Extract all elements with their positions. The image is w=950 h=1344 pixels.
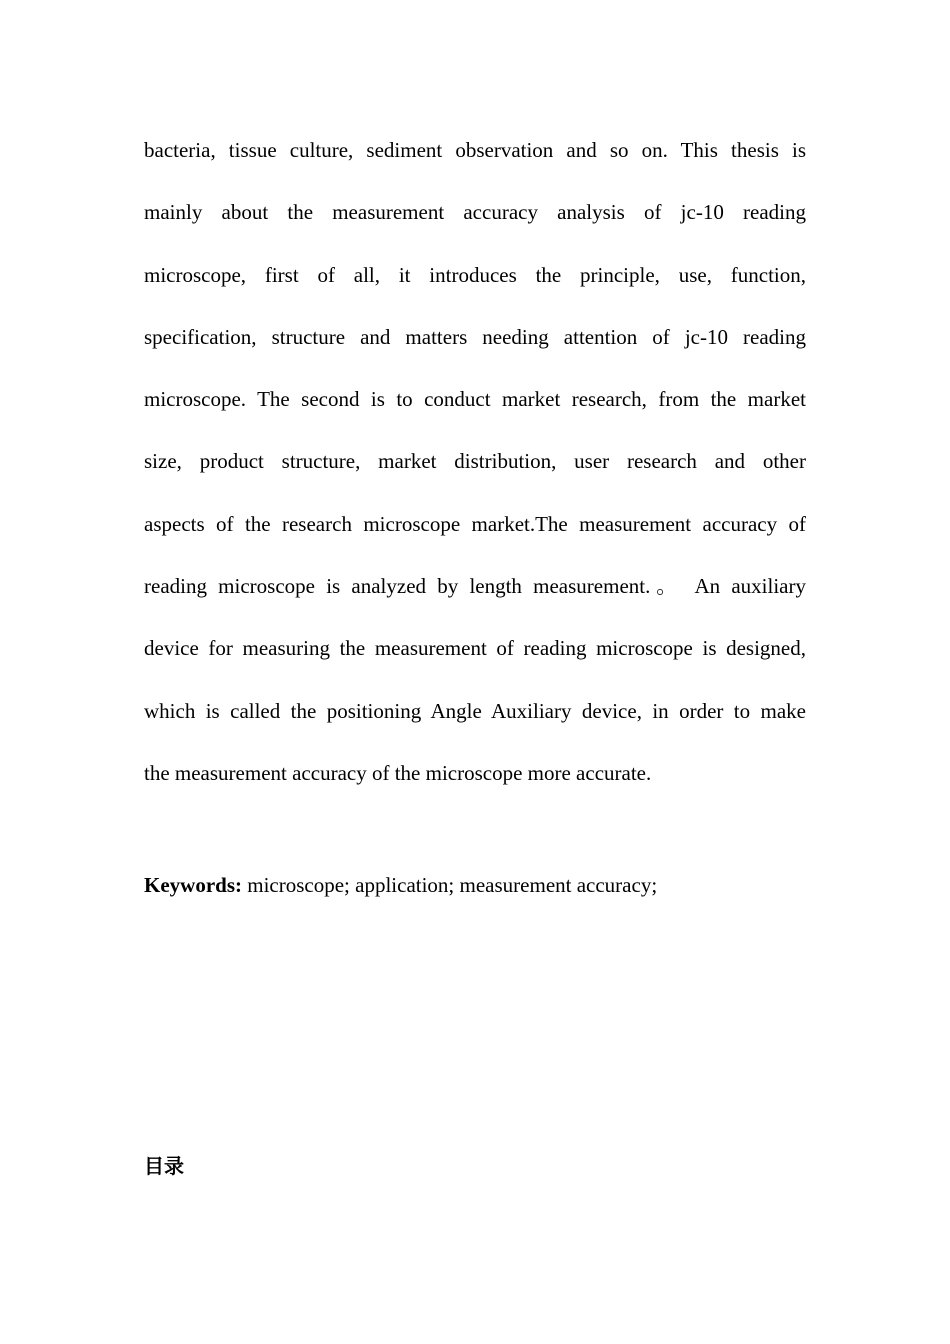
abstract-line: the measurement accuracy of the microscope more accurate. <box>144 760 652 785</box>
abstract-line: which is called the positioning Angle Auxiliary device, in order to make <box>144 698 806 723</box>
abstract-line: microscope, first of all, it introduces the principle, use, function, <box>144 262 806 287</box>
keywords-value: microscope; application; measurement accuracy; <box>242 873 658 897</box>
abstract-line: bacteria, tissue culture, sediment observation and so on. This thesis is <box>144 138 806 162</box>
table-of-contents-heading: 目录 <box>144 1154 184 1178</box>
abstract-line: specification, structure and matters needing attention of jc-10 reading <box>144 324 806 349</box>
abstract-line: device for measuring the measurement of reading microscope is designed, <box>144 636 806 661</box>
keywords-line <box>144 870 657 900</box>
abstract-paragraph <box>144 119 806 804</box>
abstract-line: mainly about the measurement accuracy analysis of jc-10 reading <box>144 200 806 225</box>
abstract-line: size, product structure, market distribution, user research and other <box>144 449 806 474</box>
abstract-line: reading microscope is analyzed by length measurement.。 An auxiliary <box>144 574 806 599</box>
abstract-line: aspects of the research microscope market.The measurement accuracy of <box>144 511 806 536</box>
keywords-label: Keywords: <box>144 873 242 897</box>
abstract-line: microscope. The second is to conduct market research, from the market <box>144 387 806 412</box>
